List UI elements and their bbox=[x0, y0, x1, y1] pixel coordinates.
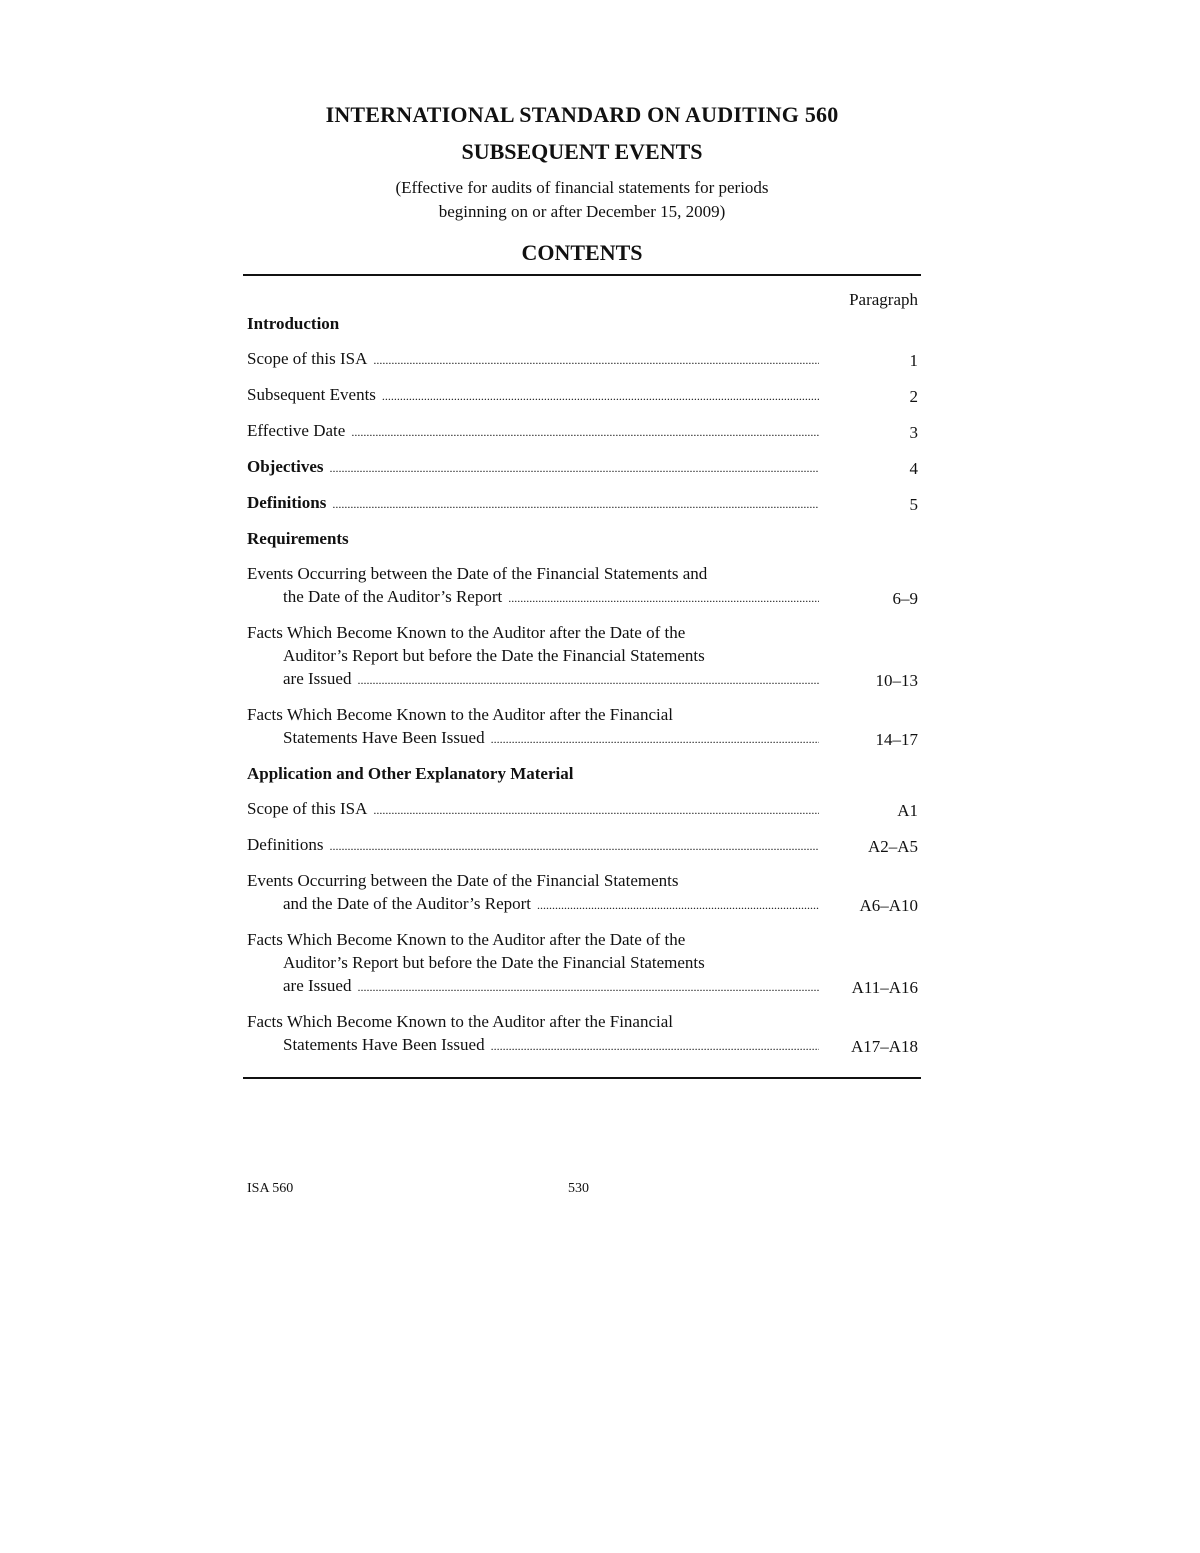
dot-leader bbox=[537, 894, 819, 917]
toc-entry-label: Scope of this ISA bbox=[247, 349, 368, 368]
dot-leader bbox=[351, 421, 819, 444]
toc-entry-paragraph: A1 bbox=[897, 801, 918, 820]
effective-note bbox=[243, 176, 921, 224]
table-of-contents bbox=[247, 288, 918, 1058]
toc-entry-paragraph: 6–9 bbox=[892, 589, 918, 608]
toc-entry-line: Facts Which Become Known to the Auditor after the Date of the bbox=[247, 623, 686, 642]
toc-entry-line: Auditor’s Report but before the Date the Financial Statements bbox=[283, 953, 705, 972]
dot-leader bbox=[373, 349, 819, 372]
top-rule bbox=[243, 274, 921, 276]
toc-entry[interactable] bbox=[247, 833, 918, 858]
toc-entry-label: and the Date of the Auditor’s Report bbox=[283, 894, 532, 913]
toc-entry-line: Facts Which Become Known to the Auditor after the Financial bbox=[247, 705, 673, 724]
toc-entry-label: Definitions bbox=[247, 835, 324, 854]
toc-entry-label: Statements Have Been Issued bbox=[283, 728, 485, 747]
toc-entry-label: Definitions bbox=[247, 493, 327, 512]
toc-entry-paragraph: 3 bbox=[909, 423, 918, 442]
toc-entry-label: Statements Have Been Issued bbox=[283, 1035, 485, 1054]
contents-heading: CONTENTS bbox=[521, 240, 643, 265]
toc-entry-line: Events Occurring between the Date of the Financial Statements bbox=[247, 871, 679, 890]
dot-leader bbox=[508, 587, 819, 610]
dot-leader bbox=[329, 457, 819, 480]
dot-leader bbox=[491, 1035, 819, 1058]
toc-entry-paragraph: 2 bbox=[909, 387, 918, 406]
dot-leader bbox=[330, 835, 820, 858]
standard-title: INTERNATIONAL STANDARD ON AUDITING 560 bbox=[325, 102, 839, 127]
effective-note-line-1: (Effective for audits of financial statements for periods bbox=[395, 178, 769, 197]
toc-entry-label: the Date of the Auditor’s Report bbox=[283, 587, 503, 606]
toc-entry[interactable] bbox=[247, 383, 918, 408]
toc-entry[interactable] bbox=[247, 455, 918, 480]
toc-entry[interactable] bbox=[247, 491, 918, 516]
toc-entry-line: Facts Which Become Known to the Auditor after the Date of the bbox=[247, 930, 686, 949]
section-heading-requirements: Requirements bbox=[247, 529, 349, 548]
effective-note-line-2: beginning on or after December 15, 2009) bbox=[438, 202, 726, 221]
dot-leader bbox=[382, 385, 819, 408]
bottom-rule bbox=[243, 1077, 921, 1079]
toc-entry[interactable] bbox=[247, 928, 918, 999]
toc-entry-paragraph: A11–A16 bbox=[851, 978, 918, 997]
toc-entry[interactable] bbox=[247, 1010, 918, 1058]
toc-entry[interactable] bbox=[247, 797, 918, 822]
toc-entry-label: Effective Date bbox=[247, 421, 346, 440]
toc-entry-paragraph: 4 bbox=[909, 459, 918, 478]
toc-entry-line: Events Occurring between the Date of the Financial Statements and bbox=[247, 564, 708, 583]
toc-entry-paragraph: 5 bbox=[909, 495, 918, 514]
toc-entry-paragraph: A17–A18 bbox=[850, 1037, 918, 1056]
standard-subtitle: SUBSEQUENT EVENTS bbox=[461, 139, 703, 164]
toc-entry-paragraph: 14–17 bbox=[875, 730, 918, 749]
toc-entry-label: are Issued bbox=[283, 976, 352, 995]
toc-entry-paragraph: 10–13 bbox=[875, 671, 918, 690]
toc-entry[interactable] bbox=[247, 419, 918, 444]
toc-entry-paragraph: 1 bbox=[909, 351, 918, 370]
toc-entry-paragraph: A2–A5 bbox=[867, 837, 918, 856]
toc-entry-label: are Issued bbox=[283, 669, 352, 688]
dot-leader bbox=[357, 976, 819, 999]
dot-leader bbox=[491, 728, 819, 751]
toc-entry-paragraph: A6–A10 bbox=[859, 896, 918, 915]
dot-leader bbox=[332, 493, 819, 516]
toc-entry-label: Subsequent Events bbox=[247, 385, 376, 404]
toc-entry-label: Objectives bbox=[247, 457, 324, 476]
toc-entry-line: Facts Which Become Known to the Auditor after the Financial bbox=[247, 1012, 673, 1031]
toc-entry[interactable] bbox=[247, 347, 918, 372]
toc-entry[interactable] bbox=[247, 562, 918, 610]
toc-entry-line: Auditor’s Report but before the Date the Financial Statements bbox=[283, 646, 705, 665]
toc-entry[interactable] bbox=[247, 703, 918, 751]
toc-entry[interactable] bbox=[247, 621, 918, 692]
section-heading-introduction: Introduction bbox=[247, 314, 340, 333]
footer-standard-ref: ISA 560 bbox=[247, 1181, 294, 1196]
section-heading-application: Application and Other Explanatory Material bbox=[247, 764, 574, 783]
footer-page-number: 530 bbox=[568, 1181, 589, 1196]
paragraph-column-label: Paragraph bbox=[849, 290, 918, 309]
toc-entry-label: Scope of this ISA bbox=[247, 799, 368, 818]
dot-leader bbox=[357, 669, 819, 692]
dot-leader bbox=[373, 799, 819, 822]
toc-entry[interactable] bbox=[247, 869, 918, 917]
